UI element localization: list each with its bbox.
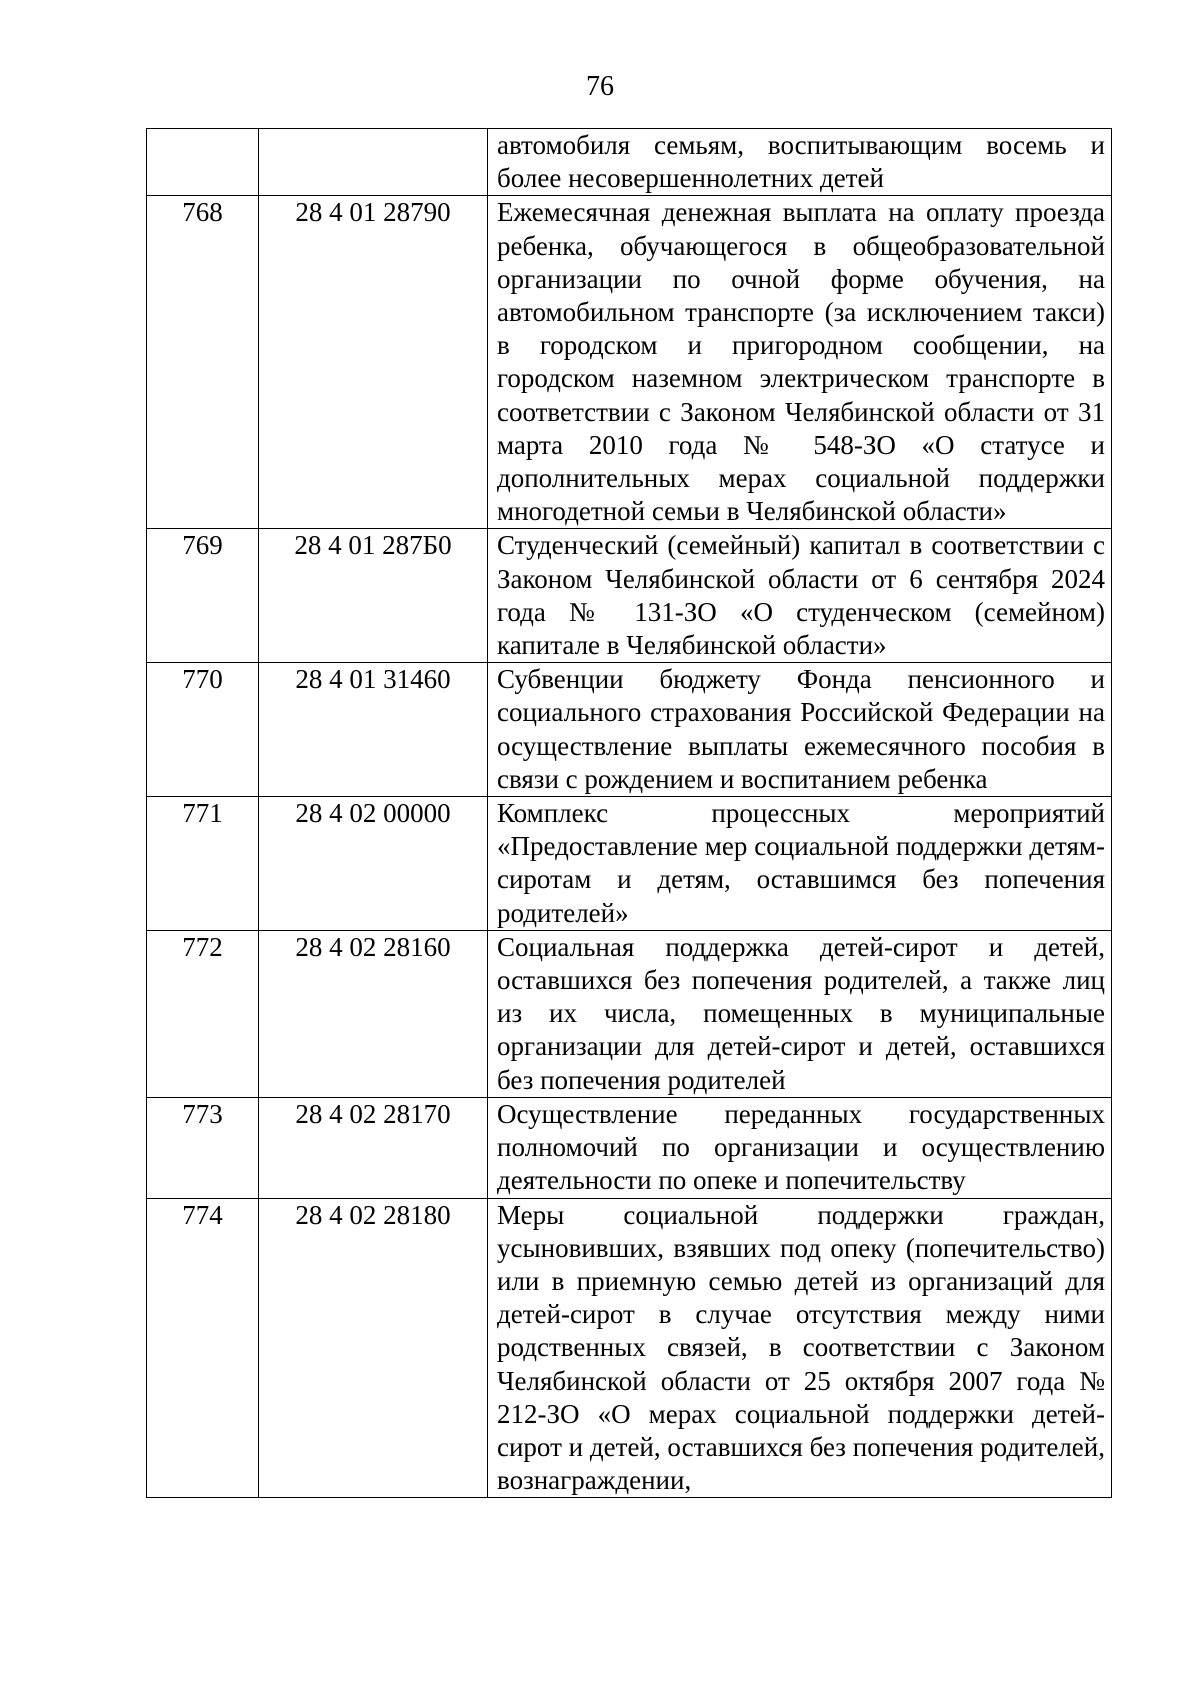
table-row	[147, 930, 1112, 1097]
description-text: автомобиля семьям, воспитывающим восемь и более несовершеннолетних детей	[497, 130, 1105, 194]
target-code-cell: 28 4 01 28790	[259, 196, 488, 529]
row-number-cell: 769	[147, 529, 259, 663]
description-cell	[488, 129, 1112, 196]
description-cell	[488, 663, 1112, 797]
description-text: Субвенции бюджету Фонда пенсионного и социального страхования Российской Федерации на осуществление выплаты ежемесячного пособия в связи с рождением и воспитанием ребенка	[497, 664, 1105, 794]
description-cell	[488, 1198, 1112, 1498]
target-code-cell: 28 4 02 28160	[259, 930, 488, 1097]
row-number-cell: 771	[147, 797, 259, 931]
target-code-cell: 28 4 02 28170	[259, 1097, 488, 1198]
table-row	[147, 196, 1112, 529]
table-row	[147, 1198, 1112, 1498]
target-code-cell: 28 4 01 31460	[259, 663, 488, 797]
table-row	[147, 1097, 1112, 1198]
description-text: Меры социальной поддержки граждан, усыновивших, взявших под опеку (попечительство) или в приемную семью детей из организаций для детей-сирот в случае отсутствия между ними родственных связей, в соответствии с Законом Челябинской области от 25 октября 2007 года № 212-ЗО «О мерах социальной поддержки детей-сирот и детей, оставшихся без попечения родителей, вознаграждении,	[497, 1199, 1105, 1496]
table-row	[147, 129, 1112, 196]
target-code-cell: 28 4 01 287Б0	[259, 529, 488, 663]
row-number-cell	[147, 129, 259, 196]
description-cell	[488, 797, 1112, 931]
description-cell	[488, 1097, 1112, 1198]
description-text: Студенческий (семейный) капитал в соответствии с Законом Челябинской области от 6 сентября 2024 года № 131-ЗО «О студенческом (семейном) капитале в Челябинской области»	[497, 530, 1105, 661]
description-cell	[488, 930, 1112, 1097]
description-text: Социальная поддержка детей-сирот и детей, оставшихся без попечения родителей, а также лиц из их числа, помещенных в муниципальные организации для детей-сирот и детей, оставшихся без попечения родителей	[497, 931, 1105, 1095]
row-number-cell: 773	[147, 1097, 259, 1198]
row-number-cell: 772	[147, 930, 259, 1097]
row-number-cell: 768	[147, 196, 259, 529]
row-number-cell: 774	[147, 1198, 259, 1498]
description-text: Комплекс процессных мероприятий «Предоставление мер социальной поддержки детям-сиротам и детям, оставшимся без попечения родителей»	[497, 798, 1105, 928]
target-code-cell: 28 4 02 28180	[259, 1198, 488, 1498]
table-row	[147, 529, 1112, 663]
target-code-cell: 28 4 02 00000	[259, 797, 488, 931]
description-cell	[488, 196, 1112, 529]
page-number: 76	[586, 71, 614, 102]
budget-classification-table	[146, 128, 1112, 1498]
description-text: Ежемесячная денежная выплата на оплату проезда ребенка, обучающегося в общеобразовательной организации по очной форме обучения, на автомобильном транспорте (за исключением такси) в городском и пригородном сообщении, на городском наземном электрическом транспорте в соответствии с Законом Челябинской области от 31 марта 2010 года № 548-ЗО «О статусе и дополнительных мерах социальной поддержки многодетной семьи в Челябинской области»	[497, 197, 1105, 527]
table-row	[147, 797, 1112, 931]
description-text: Осуществление переданных государственных полномочий по организации и осуществлению деятельности по опеке и попечительству	[497, 1098, 1105, 1196]
row-number-cell: 770	[147, 663, 259, 797]
description-cell	[488, 529, 1112, 663]
target-code-cell	[259, 129, 488, 196]
table-row	[147, 663, 1112, 797]
